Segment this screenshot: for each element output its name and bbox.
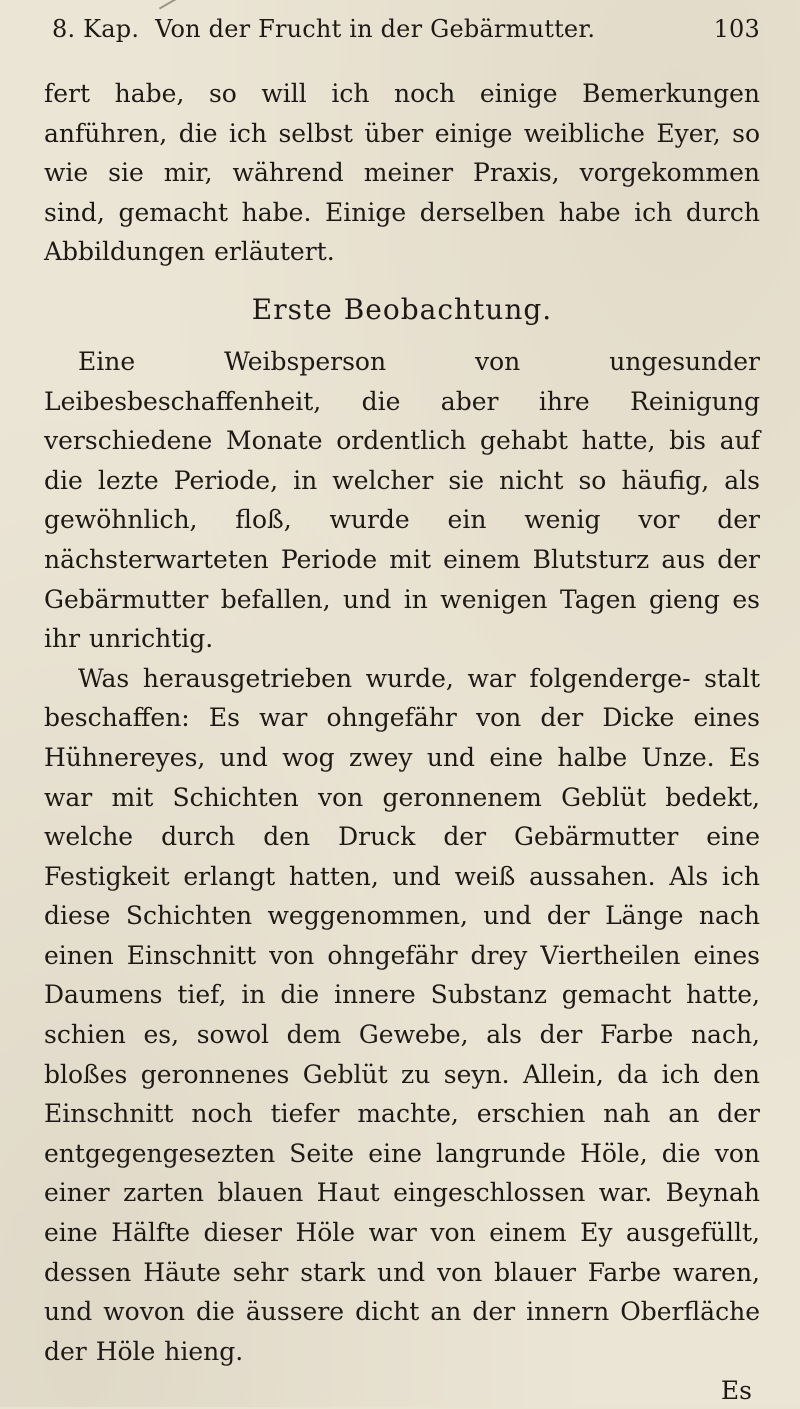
- paragraph: Eine Weibsperson von ungesunder Leibesbeschaffenheit, die aber ihre Reinigung verschiedene Monate ordentlich gehabt hatte, bis auf die lezte Periode, in welcher sie nicht so häufig, als gewöhnlich, floß, wurde ein wenig vor der nächsterwarteten Periode mit einem Blutsturz aus der Gebärmutter befallen, und in wenigen Tagen gieng es ihr unrichtig.: [44, 346, 760, 654]
- paragraph: fert habe, so will ich noch einige Bemerkungen anführen, die ich selbst über einige weibliche Eyer, so wie sie mir, während meiner Praxis, vorgekommen sind, gemacht habe. Einige derselben habe ich durch Abbildungen erläutert.: [44, 79, 760, 267]
- body-text: [44, 74, 760, 1371]
- chapter-number: 8. Kap.: [52, 15, 140, 43]
- page-number: 103: [713, 15, 760, 43]
- running-title: Von der Frucht in der Gebärmutter.: [155, 15, 596, 43]
- running-head: [52, 14, 760, 44]
- section-heading: Erste Beobachtung.: [251, 292, 553, 326]
- paragraph: Was herausgetrieben wurde, war folgenderge- stalt beschaffen: Es war ohngefähr von der Dicke eines Hühnereyes, und wog zwey und eine halbe Unze. Es war mit Schichten von geronnenem Geblüt bedekt, welche durch den Druck der Gebärmutter eine Festigkeit erlangt hatten, und weiß aussahen. Als ich diese Schichten weggenommen, und der Länge nach einen Einschnitt von ohngefähr drey Viertheilen eines Daumens tief, in die innere Substanz gemacht hatte, schien es, sowol dem Gewebe, als der Farbe nach, bloßes geronnenes Geblüt zu seyn. Allein, da ich den Einschnitt noch tiefer machte, erschien nah an der entgegengesezten Seite eine langrunde Höle, die von einer zarten blauen Haut eingeschlossen war. Beynah eine Hälfte dieser Höle war von einem Ey ausgefüllt, dessen Häute sehr stark und von blauer Farbe waren, und wovon die äussere dicht an der innern Oberfläche der Höle hieng.: [44, 663, 760, 1366]
- catchword: Es: [720, 1376, 752, 1406]
